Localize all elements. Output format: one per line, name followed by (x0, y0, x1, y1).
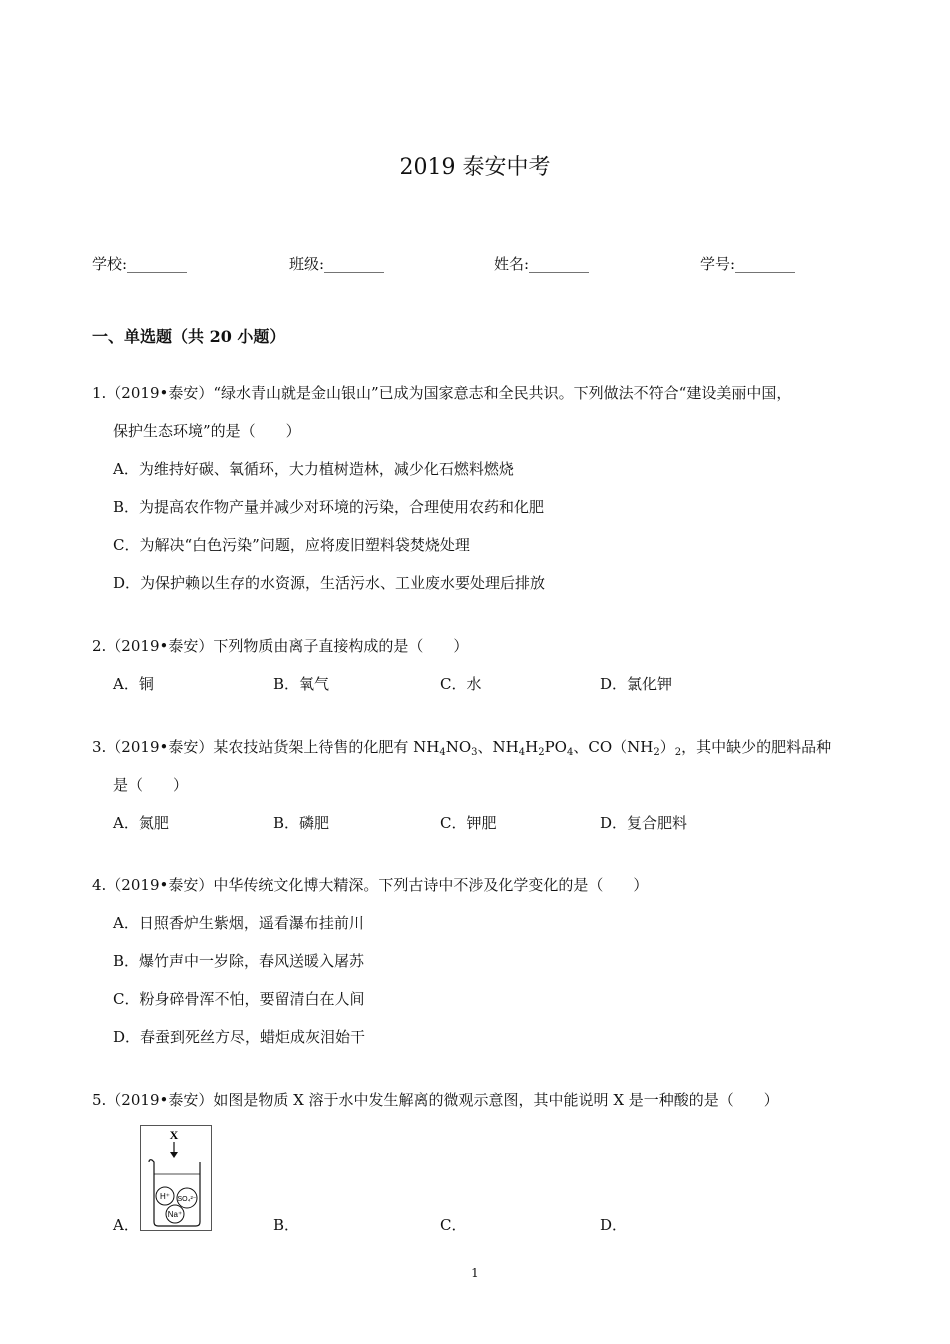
name-field: 姓名:________ (494, 255, 590, 273)
question-1-option-c: C．为解决“白色污染”问题，应将废旧塑料袋焚烧处理 (113, 536, 470, 554)
beaker-diagram (140, 1125, 212, 1231)
question-2-option-c: C．水 (440, 675, 482, 693)
student-number-field: 学号:________ (700, 255, 796, 273)
svg-text:Na⁺: Na⁺ (167, 1210, 183, 1219)
question-1-option-a: A．为维持好碳、氧循环，大力植树造林，减少化石燃料燃烧 (113, 460, 514, 478)
question-5-option-d: D． (600, 1216, 628, 1234)
question-1-stem-cont: 保护生态环境”的是（ ） (113, 422, 301, 440)
formula-ammonium-nitrate: $NH_4NO_3$ (413, 738, 478, 758)
question-2-option-d: D．氯化钾 (600, 675, 673, 693)
school-field: 学校:________ (92, 255, 188, 273)
question-5-option-b: B． (273, 1216, 300, 1234)
question-4-option-b: B．爆竹声中一岁除，春风送暖入屠苏 (113, 952, 365, 970)
formula-urea: $CO(NH_2)_2$ (588, 738, 682, 758)
question-1-option-d: D．为保护赖以生存的水资源，生活污水、工业废水要处理后排放 (113, 574, 546, 592)
beaker-svg (141, 1126, 211, 1230)
question-3-stem-cont: 是（ ） (113, 776, 189, 794)
page-number: 1 (471, 1266, 479, 1280)
question-2-option-a: A．铜 (113, 675, 154, 693)
arrow-head-icon (170, 1152, 178, 1158)
question-3-option-d: D．复合肥料 (600, 814, 688, 832)
formula-ammonium-dihydrogen-phosphate: $NH_4H_2PO_4$ (492, 738, 574, 758)
solute-label: X (169, 1128, 179, 1142)
question-5-option-a: A． (113, 1216, 139, 1234)
class-field: 班级:________ (289, 255, 385, 273)
page-title: 2019 泰安中考 (399, 155, 551, 180)
section-heading: 一、单选题（共 20 小题） (92, 327, 286, 346)
question-1-stem: 1.（2019•泰安）“绿水青山就是金山银山”已成为国家意志和全民共识。下列做法不符合“建设美丽中国， (92, 384, 792, 402)
question-3-stem: 3.（2019•泰安）某农技站货架上待售的化肥有 $NH_4NO_3$、$NH_4H_2PO_4$、$CO(NH_2)_2$，其中缺少的肥料品种 (92, 738, 832, 758)
question-4-option-a: A．日照香炉生紫烟，遥看瀑布挂前川 (113, 914, 364, 932)
svg-text:SO₄²⁻: SO₄²⁻ (177, 1196, 197, 1203)
question-4-option-d: D．春蚕到死丝方尽，蜡炬成灰泪始干 (113, 1028, 366, 1046)
question-2-stem: 2.（2019•泰安）下列物质由离子直接构成的是（ ） (92, 637, 469, 655)
question-5-option-c: C． (440, 1216, 467, 1234)
question-4-stem: 4.（2019•泰安）中华传统文化博大精深。下列古诗中不涉及化学变化的是（ ） (92, 876, 649, 894)
question-2-option-b: B．氧气 (273, 675, 330, 693)
question-3-option-b: B．磷肥 (273, 814, 330, 832)
question-4-option-c: C．粉身碎骨浑不怕，要留清白在人间 (113, 990, 365, 1008)
question-5-stem: 5.（2019•泰安）如图是物质 X 溶于水中发生解离的微观示意图，其中能说明 X 是一种酸的是（ ） (92, 1091, 779, 1109)
svg-text:H⁺: H⁺ (160, 1192, 170, 1201)
question-3-option-c: C．钾肥 (440, 814, 497, 832)
question-1-option-b: B．为提高农作物产量并减少对环境的污染，合理使用农药和化肥 (113, 498, 545, 516)
question-3-option-a: A．氮肥 (113, 814, 169, 832)
